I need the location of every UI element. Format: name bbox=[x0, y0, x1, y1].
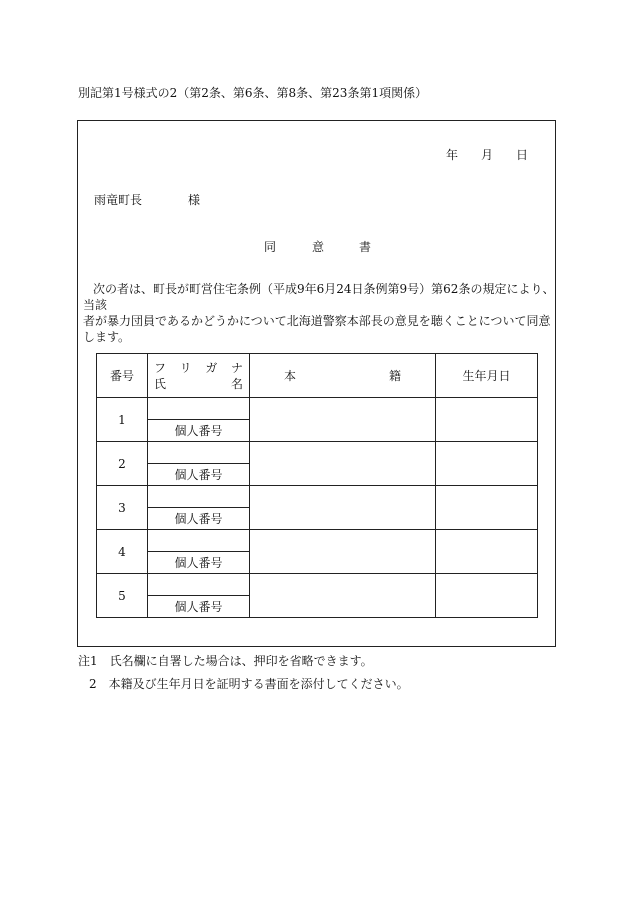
header-furigana bbox=[148, 360, 249, 376]
form-header: 別記第1号様式の2（第2条、第6条、第8条、第23条第1項関係） bbox=[78, 86, 428, 100]
name-char: 氏 bbox=[154, 376, 167, 391]
table-row bbox=[97, 442, 538, 464]
domicile-cell[interactable] bbox=[250, 486, 436, 530]
applicant-table bbox=[96, 353, 538, 618]
my-number-label: 個人番号 bbox=[148, 464, 250, 486]
domicile-char: 本 bbox=[284, 369, 297, 383]
my-number-label: 個人番号 bbox=[148, 508, 250, 530]
my-number-label: 個人番号 bbox=[148, 552, 250, 574]
note-1: 注1 氏名欄に自署した場合は、押印を省略できます。 bbox=[78, 654, 373, 668]
consent-line: 次の者は、町長が町営住宅条例（平成9年6月24日条例第9号）第62条の規定により、当該 bbox=[83, 282, 555, 312]
my-number-label: 個人番号 bbox=[148, 420, 250, 442]
header-birthdate: 生年月日 bbox=[436, 354, 538, 398]
birthdate-cell[interactable] bbox=[436, 530, 538, 574]
name-char: 名 bbox=[230, 376, 243, 391]
honorific: 様 bbox=[188, 193, 201, 207]
domicile-char: 籍 bbox=[388, 369, 401, 383]
note-2: 2 本籍及び生年月日を証明する書面を添付してください。 bbox=[89, 677, 409, 691]
furigana-char: フ bbox=[154, 360, 167, 375]
header-name bbox=[148, 354, 250, 398]
header-domicile bbox=[250, 354, 436, 398]
document-title-char: 書 bbox=[359, 240, 372, 254]
furigana-char: ナ bbox=[230, 360, 243, 375]
my-number-label: 個人番号 bbox=[148, 596, 250, 618]
table-row bbox=[97, 530, 538, 552]
document-title-char: 意 bbox=[312, 240, 325, 254]
name-cell[interactable] bbox=[148, 574, 250, 596]
consent-line: します。 bbox=[83, 330, 131, 344]
domicile-cell[interactable] bbox=[250, 530, 436, 574]
row-number: 3 bbox=[97, 486, 148, 530]
domicile-cell[interactable] bbox=[250, 398, 436, 442]
name-cell[interactable] bbox=[148, 530, 250, 552]
row-number: 2 bbox=[97, 442, 148, 486]
name-cell[interactable] bbox=[148, 486, 250, 508]
date-day-label: 日 bbox=[516, 148, 529, 162]
document-title-char: 同 bbox=[264, 240, 277, 254]
consent-statement bbox=[83, 281, 555, 345]
birthdate-cell[interactable] bbox=[436, 486, 538, 530]
row-number: 1 bbox=[97, 398, 148, 442]
table-row bbox=[97, 486, 538, 508]
row-number: 5 bbox=[97, 574, 148, 618]
header-number: 番号 bbox=[97, 354, 148, 398]
birthdate-cell[interactable] bbox=[436, 398, 538, 442]
consent-line: 者が暴力団員であるかどうかについて北海道警察本部長の意見を聴くことについて同意 bbox=[83, 314, 551, 328]
date-year-label: 年 bbox=[446, 148, 459, 162]
table-header-row bbox=[97, 354, 538, 398]
name-cell[interactable] bbox=[148, 442, 250, 464]
birthdate-cell[interactable] bbox=[436, 574, 538, 618]
domicile-cell[interactable] bbox=[250, 442, 436, 486]
table-row bbox=[97, 574, 538, 596]
furigana-char: リ bbox=[179, 360, 192, 375]
name-cell[interactable] bbox=[148, 398, 250, 420]
addressee: 雨竜町長 bbox=[94, 193, 143, 207]
birthdate-cell[interactable] bbox=[436, 442, 538, 486]
furigana-char: ガ bbox=[205, 360, 218, 375]
date-month-label: 月 bbox=[481, 148, 494, 162]
header-shimei bbox=[148, 376, 249, 392]
row-number: 4 bbox=[97, 530, 148, 574]
table-row bbox=[97, 398, 538, 420]
domicile-cell[interactable] bbox=[250, 574, 436, 618]
